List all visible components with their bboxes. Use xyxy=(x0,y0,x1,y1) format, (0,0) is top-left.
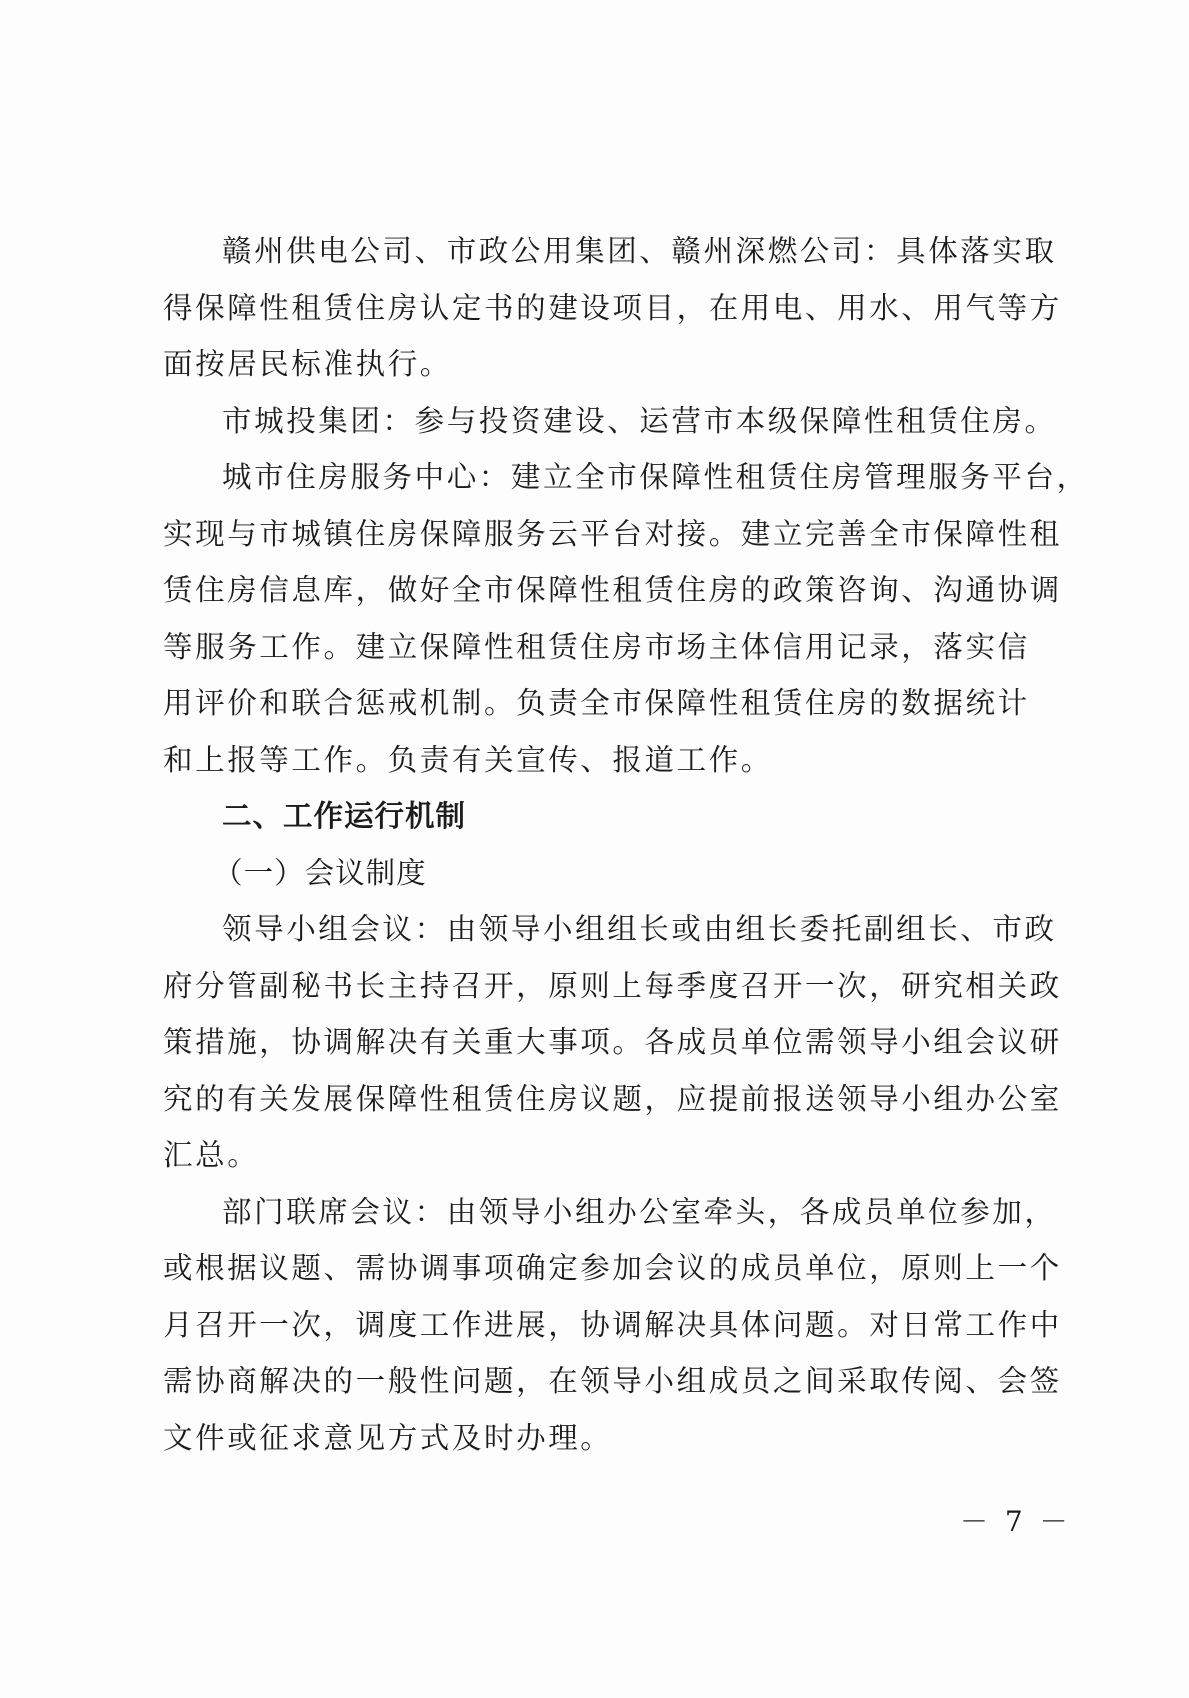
document-body xyxy=(163,223,1089,1466)
text-line: 得保障性租赁住房认定书的建设项目，在用电、用水、用气等方 xyxy=(163,290,1062,325)
text-line: 用评价和联合惩戒机制。负责全市保障性租赁住房的数据统计 xyxy=(163,686,1030,720)
section-heading: 二、工作运行机制 xyxy=(222,799,467,833)
text-line: 和上报等工作。负责有关宣传、报道工作。 xyxy=(163,742,773,777)
paragraph-city-investment-group xyxy=(163,393,1057,450)
subsection-heading: （一）会议制度 xyxy=(213,855,427,890)
text-line: 赣州供电公司、市政公用集团、赣州深燃公司：具体落实取 xyxy=(222,234,1057,268)
text-line: 月召开一次，调度工作进展，协调解决具体问题。对日常工作中 xyxy=(163,1307,1062,1342)
text-line: 或根据议题、需协调事项确定参加会议的成员单位，原则上一个 xyxy=(163,1251,1062,1285)
text-line: 面按居民标准执行。 xyxy=(163,347,452,381)
text-line: 实现与市城镇住房保障服务云平台对接。建立完善全市保障性租 xyxy=(163,516,1062,551)
paragraph-joint-meeting xyxy=(163,1184,1062,1467)
text-line: 策措施，协调解决有关重大事项。各成员单位需领导小组会议研 xyxy=(163,1025,1062,1059)
text-line: 市城投集团：参与投资建设、运营市本级保障性租赁住房。 xyxy=(222,403,1057,438)
page-number: － 7 － xyxy=(960,1505,1072,1538)
text-line: 领导小组会议：由领导小组组长或由组长委托副组长、市政 xyxy=(222,912,1057,946)
text-line: 等服务工作。建立保障性租赁住房市场主体信用记录，落实信 xyxy=(163,629,1030,664)
paragraph-leading-group-meeting xyxy=(163,901,1062,1184)
text-line: 汇总。 xyxy=(163,1138,260,1172)
paragraph-housing-service-center xyxy=(163,449,1089,788)
text-line: 究的有关发展保障性租赁住房议题，应提前报送领导小组办公室 xyxy=(163,1081,1062,1116)
paragraph-power-water-gas xyxy=(163,223,1062,393)
text-line: 城市住房服务中心：建立全市保障性租赁住房管理服务平台， xyxy=(222,460,1089,494)
text-line: 需协商解决的一般性问题，在领导小组成员之间采取传阅、会签 xyxy=(163,1364,1062,1398)
text-line: 部门联席会议：由领导小组办公室牵头，各成员单位参加， xyxy=(222,1194,1057,1229)
text-line: 府分管副秘书长主持召开，原则上每季度召开一次，研究相关政 xyxy=(163,968,1062,1003)
text-line: 赁住房信息库，做好全市保障性租赁住房的政策咨询、沟通协调 xyxy=(163,573,1062,607)
text-line: 文件或征求意见方式及时办理。 xyxy=(163,1420,613,1455)
